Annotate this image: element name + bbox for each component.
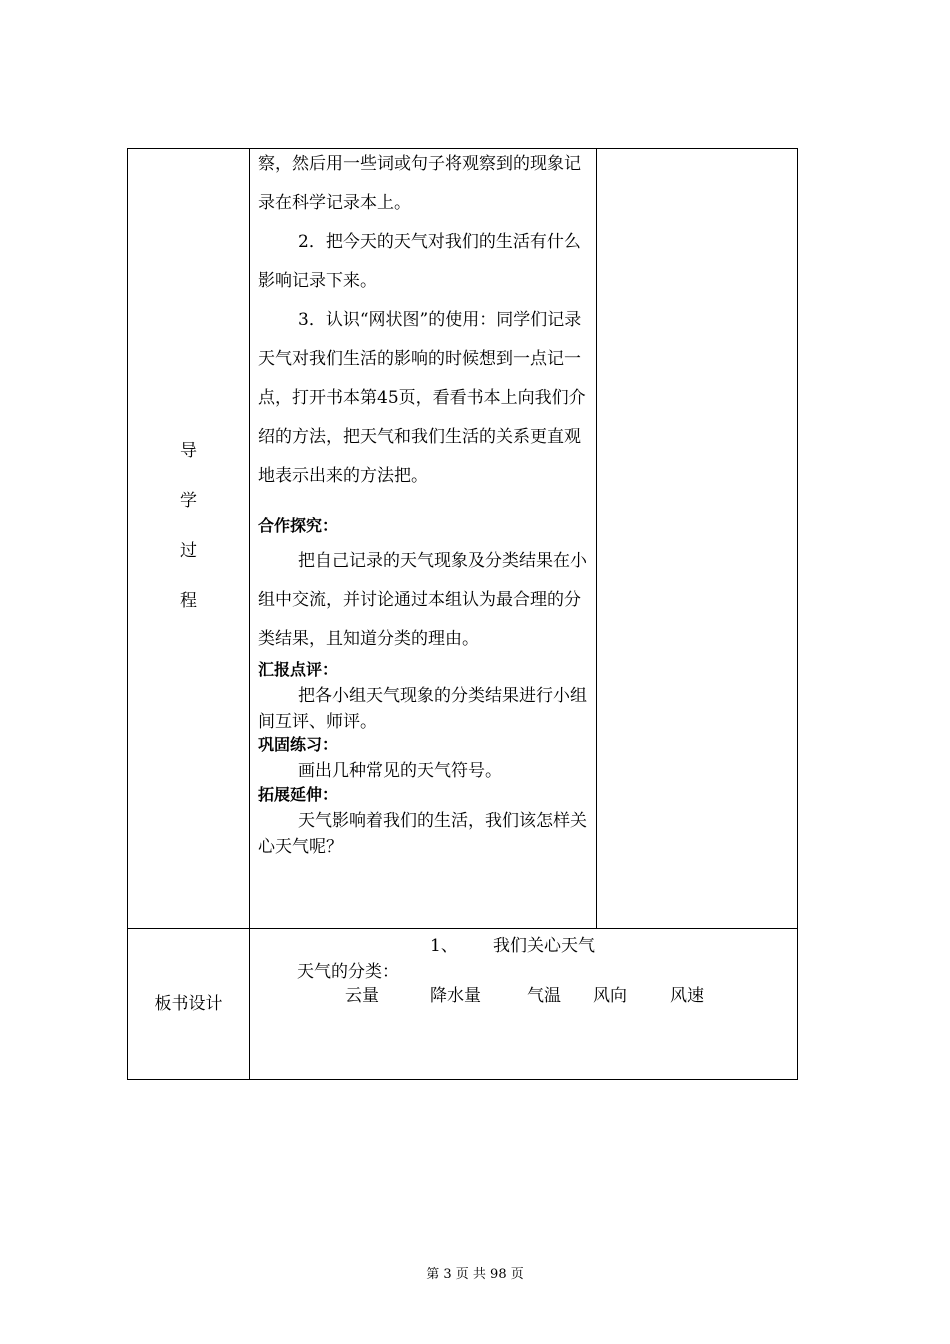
step-3-paragraph: 3．认识“网状图”的使用：同学们记录天气对我们生活的影响的时候想到一点记一点，打开书本第45页，看看书本上向我们介绍的方法，把天气和我们生活的关系更直观地表示出来的方法把。 — [258, 310, 586, 486]
extend-paragraph: 天气影响着我们的生活，我们该怎样关心天气呢？ — [258, 811, 587, 857]
label-char: 过 — [180, 541, 197, 561]
notes-column-divider — [596, 148, 597, 928]
extend-block — [258, 782, 590, 860]
board-number: 1、 — [430, 936, 458, 956]
board-category: 风向 — [593, 986, 627, 1006]
guide-section-content — [258, 145, 590, 496]
step-2-paragraph: 2．把今天的天气对我们的生活有什么影响记录下来。 — [258, 232, 581, 291]
label-char: 导 — [180, 441, 197, 461]
label-char: 程 — [180, 591, 197, 611]
report-paragraph: 把各小组天气现象的分类结果进行小组间互评、师评。 — [258, 686, 587, 732]
report-heading: 汇报点评： — [258, 660, 339, 679]
row-divider — [127, 928, 798, 929]
practice-paragraph: 画出几种常见的天气符号。 — [298, 761, 502, 781]
extend-heading: 拓展延伸： — [258, 785, 339, 804]
cooperate-heading: 合作探究： — [258, 516, 339, 535]
board-category: 降水量 — [430, 986, 481, 1006]
table-bottom-border — [127, 1079, 798, 1080]
cooperate-paragraph: 把自己记录的天气现象及分类结果在小组中交流，并讨论通过本组认为最合理的分类结果，且知道分类的理由。 — [258, 551, 587, 649]
cooperate-block — [258, 510, 590, 659]
board-category: 风速 — [670, 986, 704, 1006]
practice-block — [258, 732, 590, 784]
board-category: 气温 — [527, 986, 561, 1006]
report-block — [258, 657, 590, 735]
label-column-divider — [249, 148, 250, 1080]
board-title: 我们关心天气 — [493, 936, 595, 956]
continued-paragraph: 察，然后用一些词或句子将观察到的现象记录在科学记录本上。 — [258, 154, 581, 213]
board-design-label: 板书设计 — [154, 994, 223, 1014]
page-number: 第 3 页 共 98 页 — [426, 1267, 524, 1282]
table-right-border — [797, 148, 798, 1080]
board-subtitle: 天气的分类： — [297, 962, 399, 982]
practice-heading: 巩固练习： — [258, 735, 339, 754]
board-category: 云量 — [345, 986, 379, 1006]
label-char: 学 — [180, 491, 197, 511]
